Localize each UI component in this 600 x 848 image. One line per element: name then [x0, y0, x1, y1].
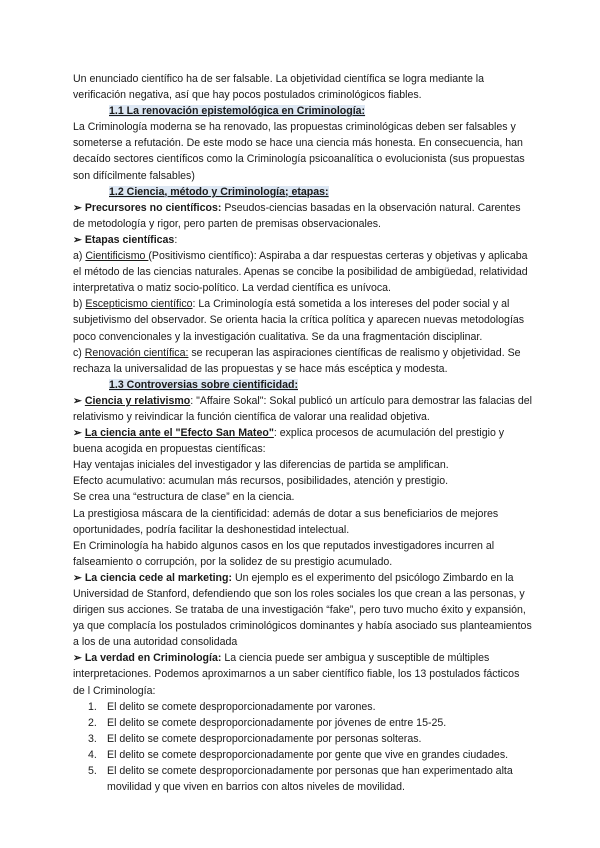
etapa-c-term: Renovación científica: [84, 346, 189, 359]
list-item-text: El delito se comete desproporcionadamente por personas solteras. [107, 732, 422, 745]
section-heading-1-3 [73, 377, 533, 393]
etapa-b-text: : La Criminología está sometida a los intereses del poder social y al subjetivismo del observador. Se orienta hacia la crítica política y aparecen nuevas metodologías poco convencionales y la investigación cualitativa. Se da una fragmentación disciplinar. [73, 298, 525, 343]
list-item-text: El delito se comete desproporcionadamente por varones. [107, 700, 376, 713]
etapa-a-prefix: a) [73, 250, 86, 263]
ciencia-relativismo-item [73, 393, 533, 425]
list-item [73, 763, 533, 795]
verdad-item [73, 650, 533, 698]
section-heading-1-2 [73, 184, 533, 200]
document-body [73, 71, 533, 795]
etapa-b-paragraph [73, 296, 533, 344]
etapa-c-paragraph [73, 345, 533, 377]
list-item-number: 4. [88, 748, 97, 761]
list-item-number: 5. [88, 765, 97, 778]
precursores-item [73, 200, 533, 232]
precursores-text: Pseudos-ciencias basadas en la observación natural. Carentes de metodología y rigor, pero parten de premisas observacionales. [73, 201, 521, 230]
list-item-number: 2. [88, 716, 97, 729]
etapa-a-text: (Positivismo científico): Aspiraba a dar respuestas certeras y objetivas y aplicaba el método de las ciencias naturales. Apenas se concibe la posibilidad de ambigüedad, relatividad interpretativa o matiz socio-político. La verdad científica es unívoca. [73, 250, 528, 295]
san-mateo-line-3: Se crea una “estructura de clase” en la ciencia. [73, 491, 295, 504]
san-mateo-arrow: ➢ [73, 427, 85, 440]
list-item-number: 1. [88, 700, 97, 713]
san-mateo-item [73, 425, 533, 457]
postulados-list [73, 699, 533, 796]
san-mateo-line-4: La prestigiosa máscara de la cientificidad: además de dotar a sus beneficiarios de mejores oportunidades, podría facilitar la deshonestidad intelectual. [73, 507, 499, 536]
etapas-item [73, 232, 533, 248]
etapas-label: ➢ Etapas científicas [73, 233, 175, 246]
ciencia-relativismo-text: : "Affaire Sokal": Sokal publicó un artículo para demostrar las falacias del relativismo y reivindicar la función científica de valorar una realidad objetiva. [73, 394, 533, 423]
section-heading-1-1 [73, 103, 533, 119]
intro-paragraph: Un enunciado científico ha de ser falsable. La objetividad científica se logra mediante la verificación negativa, así que hay pocos postulados criminológicos fiables. [73, 73, 485, 102]
san-mateo-label: La ciencia ante el "Efecto San Mateo" [84, 427, 274, 440]
list-item [73, 699, 533, 715]
etapas-colon: : [174, 233, 178, 246]
verdad-label: ➢ La verdad en Criminología: [73, 652, 222, 665]
san-mateo-line-5: En Criminología ha habido algunos casos en los que reputados investigadores incurren al falseamiento o corrupción, por la solidez de su prestigio acumulado. [73, 539, 495, 568]
marketing-item [73, 570, 533, 650]
section-heading-1-3-text: 1.3 Controversias sobre cientificidad: [109, 378, 298, 391]
etapa-a-term: Cientificismo [85, 250, 149, 263]
section-heading-1-1-text: 1.1 La renovación epistemológica en Criminología: [109, 105, 366, 118]
san-mateo-text: : explica procesos de acumulación del prestigio y buena acogida en propuestas científicas: [73, 427, 505, 456]
ciencia-relativismo-label: Ciencia y relativismo [84, 394, 191, 407]
list-item-text: El delito se comete desproporcionadamente por gente que vive en grandes ciudades. [107, 748, 509, 761]
marketing-text: Un ejemplo es el experimento del psicólogo Zimbardo en la Universidad de Stanford, defendiendo que son los roles sociales los que crean a las personas, y dirigen sus acciones. Se trataba de una investigación “fake”, pero tuvo mucho éxito y expansión, ya que complacía los postulados criminológicos dominantes y había asociado sus planteamientos a los de una autoridad consolidada [73, 571, 532, 649]
etapa-a-paragraph [73, 248, 533, 296]
san-mateo-line-1: Hay ventajas iniciales del investigador y las diferencias de partida se amplifican. [73, 459, 449, 472]
san-mateo-line-2: Efecto acumulativo: acumulan más recursos, posibilidades, atención y prestigio. [73, 475, 449, 488]
etapa-b-term: Escepticismo científico [85, 298, 193, 311]
precursores-label: ➢ Precursores no científicos: [73, 201, 222, 214]
list-item-number: 3. [88, 732, 97, 745]
list-item-text: El delito se comete desproporcionadamente por personas que han experimentado alta movilidad y que viven en barrios con altos niveles de movilidad. [107, 765, 513, 794]
list-item [73, 747, 533, 763]
etapa-c-prefix: c) [73, 346, 85, 359]
etapa-c-text: se recuperan las aspiraciones científicas de realismo y objetividad. Se rechaza la universalidad de las propuestas y se hace más escéptica y modesta. [73, 346, 521, 375]
marketing-label: ➢ La ciencia cede al marketing: [73, 571, 233, 584]
section-heading-1-2-text: 1.2 Ciencia, método y Criminología; etapas: [109, 185, 329, 198]
list-item [73, 715, 533, 731]
renovacion-paragraph: La Criminología moderna se ha renovado, las propuestas criminológicas deben ser falsables y someterse a refutación. De este modo se hace una ciencia más honesta. En consecuencia, han decaído sectores científicos como la Criminología psicoanalítica o evolucionista (sus propuestas son difícilmente falsables) [73, 121, 525, 182]
verdad-text: La ciencia puede ser ambigua y susceptible de múltiples interpretaciones. Podemos aproximarnos a un saber científico fiable, los 13 postulados fácticos de l Criminología: [73, 652, 520, 697]
list-item [73, 731, 533, 747]
list-item-text: El delito se comete desproporcionadamente por jóvenes de entre 15-25. [107, 716, 447, 729]
etapa-b-prefix: b) [73, 298, 86, 311]
ciencia-arrow: ➢ [73, 394, 85, 407]
